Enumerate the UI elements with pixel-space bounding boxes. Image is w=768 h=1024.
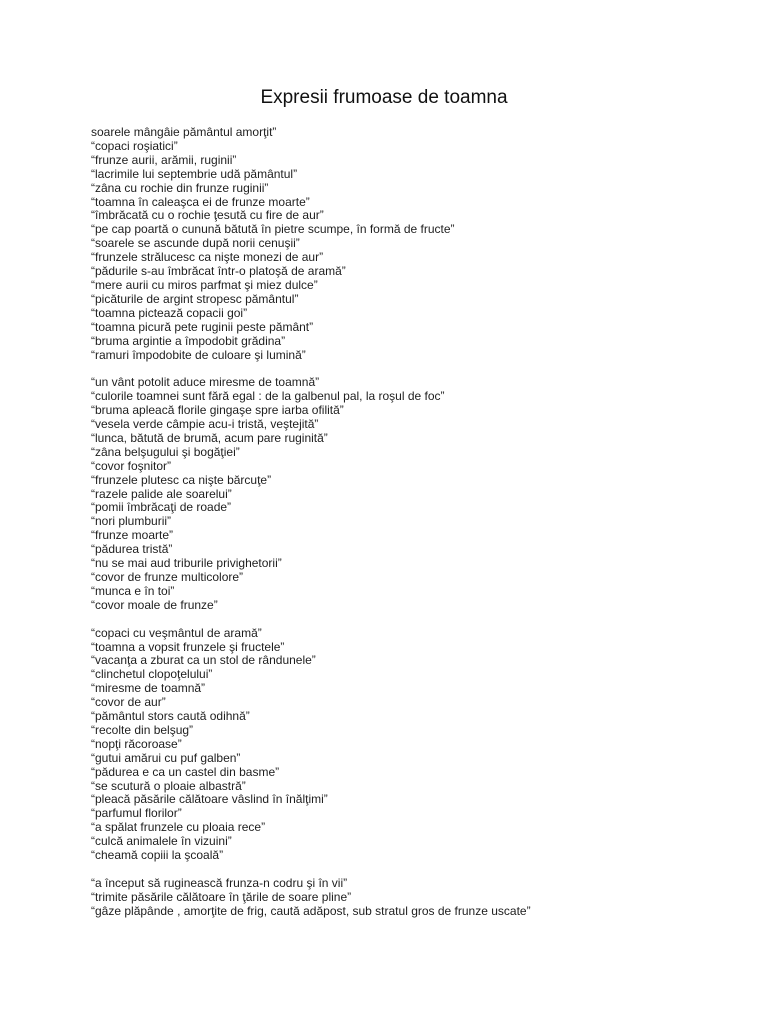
- expression-line: “covor foşnitor”: [91, 458, 172, 473]
- expression-line: “toamna în caleaşca ei de frunze moarte”: [91, 194, 310, 209]
- expression-group: [91, 126, 711, 362]
- expression-line: “culcă animalele în vizuini”: [91, 834, 232, 849]
- expression-line: “covor de aur”: [91, 695, 166, 710]
- document-title: Expresii frumoase de toamna: [260, 87, 508, 108]
- expression-line: “pădurea e ca un castel din basme”: [91, 764, 280, 779]
- expression-line: “zâna belşugului şi bogăţiei”: [91, 444, 240, 459]
- expression-line: “frunze moarte”: [91, 528, 174, 543]
- expression-line: “soarele se ascunde după norii cenuşii”: [91, 236, 300, 251]
- expression-line: “îmbrăcată cu o rochie ţesută cu fire de aur”: [91, 208, 324, 223]
- expression-line: “bruma argintie a împodobit grădina”: [91, 333, 286, 348]
- expression-line: “bruma apleacă florile gingaşe spre iarba ofilită”: [91, 403, 344, 418]
- expression-line: “clinchetul clopoţelului”: [91, 667, 213, 682]
- expression-line: “razele palide ale soarelui”: [91, 486, 232, 501]
- expression-group: [91, 376, 711, 612]
- expression-group: [91, 627, 711, 863]
- expression-line: “frunzele plutesc ca nişte bărcuţe”: [91, 472, 272, 487]
- expression-line: “pădurile s-au îmbrăcat într-o platoşă de aramă”: [91, 264, 346, 279]
- expression-line: “pleacă păsările călătoare vâslind în înălţimi”: [91, 792, 328, 807]
- expression-line: “parfumul florilor”: [91, 806, 182, 821]
- expression-line: “nori plumburii”: [91, 514, 172, 529]
- expression-line: “miresme de toamnă”: [91, 681, 206, 696]
- expression-line: “a început să ruginească frunza-n codru şi în vii”: [91, 875, 348, 890]
- expression-line: “mere aurii cu miros parfmat şi miez dulce”: [91, 277, 318, 292]
- expression-line: “copaci cu veşmântul de aramă”: [91, 625, 262, 640]
- expression-line: “lunca, bătută de brumă, acum pare ruginită”: [91, 430, 328, 445]
- expression-line: “covor de frunze multicolore”: [91, 569, 244, 584]
- expression-line: “trimite păsările călătoare în ţările de soare pline”: [91, 889, 352, 904]
- expression-line: “pădurea tristă”: [91, 542, 173, 557]
- expression-line: “frunze aurii, arămii, ruginii”: [91, 152, 237, 167]
- expression-line: “toamna a vopsit frunzele şi fructele”: [91, 639, 285, 654]
- expression-line: “gutui amărui cu puf galben”: [91, 750, 241, 765]
- expression-line: “culorile toamnei sunt fără egal : de la galbenul pal, la roşul de foc”: [91, 389, 445, 404]
- expression-line: “pământul stors caută odihnă”: [91, 709, 250, 724]
- expression-line: “toamna pictează copacii goi”: [91, 305, 248, 320]
- expression-line: “lacrimile lui septembrie udă pământul”: [91, 166, 298, 181]
- expression-group: [91, 877, 711, 919]
- expression-line: “zâna cu rochie din frunze ruginii”: [91, 180, 269, 195]
- expression-line: “cheamă copiii la şcoală”: [91, 848, 224, 863]
- expression-line: “toamna picură pete ruginii peste pământ”: [91, 319, 314, 334]
- expression-line: “vacanţa a zburat ca un stol de rândunele”: [91, 653, 316, 668]
- expression-line: “se scutură o ploaie albastră”: [91, 778, 246, 793]
- expression-line: “vesela verde câmpie acu-i tristă, veştejită”: [91, 417, 319, 432]
- expression-line: “covor moale de frunze”: [91, 597, 218, 612]
- expression-line: “a spălat frunzele cu ploaia rece”: [91, 820, 266, 835]
- expression-line: “nu se mai aud triburile privighetorii”: [91, 556, 282, 571]
- expression-line: “pe cap poartă o cunună bătută în pietre scumpe, în formă de fructe”: [91, 222, 455, 237]
- expression-line: “un vânt potolit aduce miresme de toamnă”: [91, 375, 320, 390]
- expression-line: “gâze plăpânde , amorţite de frig, caută adăpost, sub stratul gros de frunze uscate”: [91, 903, 531, 918]
- expression-line: “frunzele strălucesc ca nişte monezi de aur”: [91, 250, 324, 265]
- document-body: [91, 126, 711, 933]
- expression-line: “pomii îmbrăcaţi de roade”: [91, 500, 232, 515]
- expression-line: “picăturile de argint stropesc pământul”: [91, 291, 299, 306]
- expression-line: “recolte din belşug”: [91, 722, 194, 737]
- expression-line: “ramuri împodobite de culoare şi lumină”: [91, 347, 306, 362]
- expression-line: “nopţi răcoroase”: [91, 736, 182, 751]
- expression-line: “copaci roşiatici”: [91, 138, 178, 153]
- expression-line: soarele mângâie pământul amorţit”: [91, 125, 277, 139]
- expression-line: “munca e în toi”: [91, 583, 175, 598]
